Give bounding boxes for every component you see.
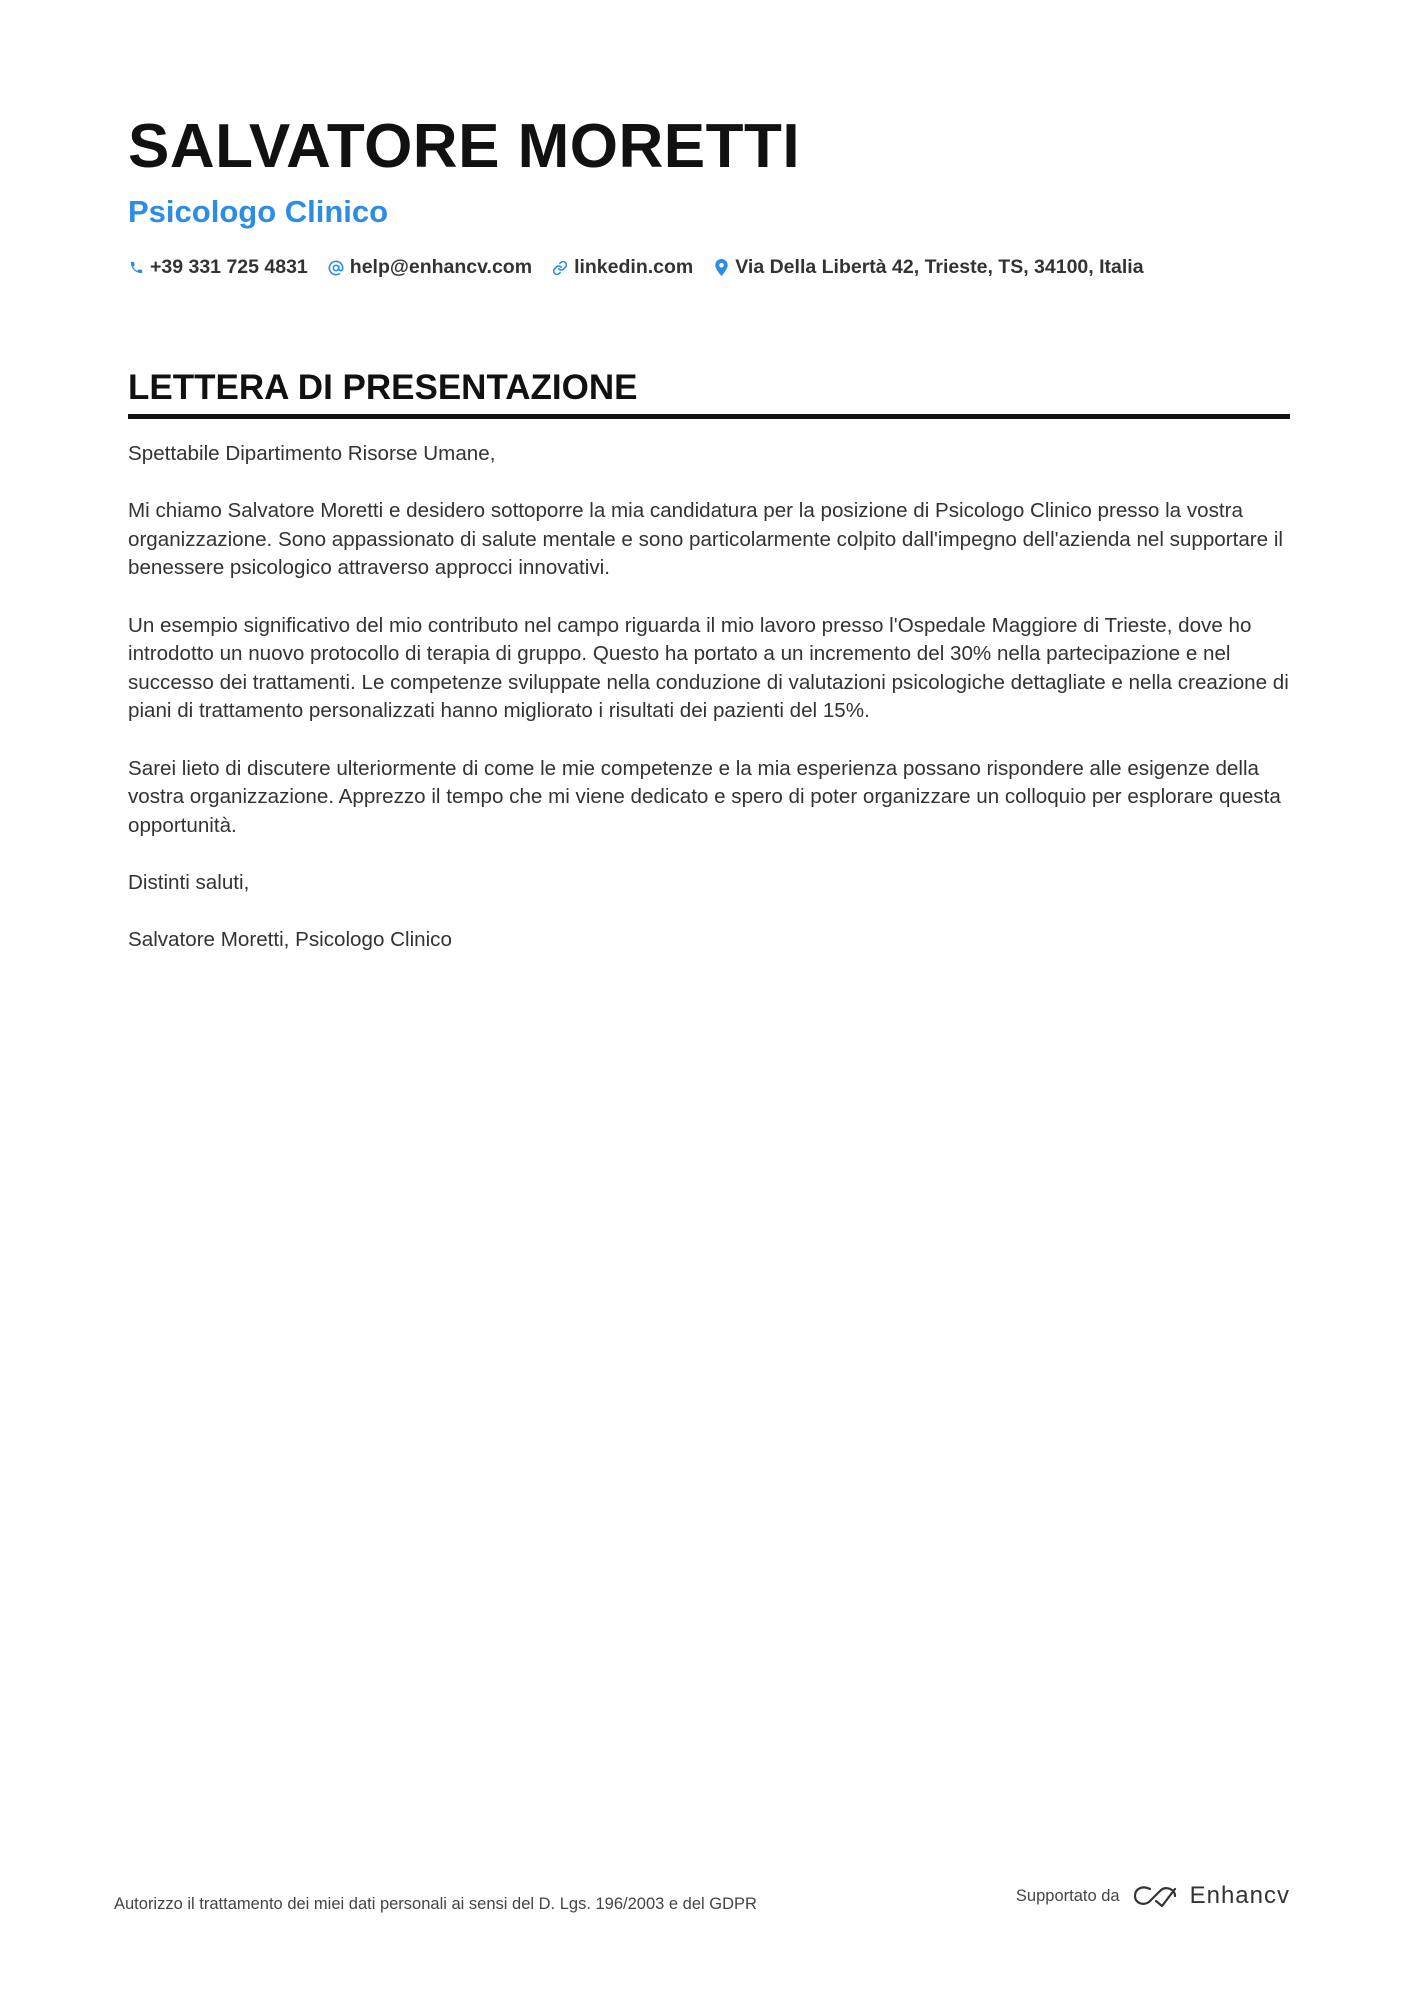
phone-text: +39 331 725 4831 — [150, 256, 308, 278]
letter-signature: Salvatore Moretti, Psicologo Clinico — [128, 928, 452, 952]
letter-greeting: Spettabile Dipartimento Risorse Umane, — [128, 442, 496, 465]
address-text: Via Della Libertà 42, Trieste, TS, 34100, Italia — [735, 256, 1144, 278]
supported-by-text: Supportato da — [1015, 1886, 1120, 1905]
contact-email[interactable] — [328, 256, 532, 279]
letter-paragraph: Mi chiamo Salvatore Moretti e desidero sottoporre la mia candidatura per la posizione di Psicologo Clinico presso la vostra organizzazione. Sono appassionato di salute mentale e sono particolarmente colpito dall'impegno dell'azienda nel supportare il benessere psicologico attraverso approcci innovativi. — [128, 499, 1283, 580]
contact-address — [713, 256, 1143, 279]
footer-consent: Autorizzo il trattamento dei miei dati personali ai sensi del D. Lgs. 196/2003 e del GDPR — [114, 1895, 757, 1913]
header — [128, 108, 1290, 279]
letter-paragraph: Sarei lieto di discutere ulteriormente di come le mie competenze e la mia esperienza possano rispondere alle esigenze della vostra organizzazione. Apprezzo il tempo che mi viene dedicato e spero di poter organizzare un colloquio per esplorare questa opportunità. — [128, 756, 1281, 837]
cover-letter-section — [128, 366, 1290, 419]
footer-branding[interactable] — [1016, 1882, 1290, 1910]
candidate-role: Psicologo Clinico — [128, 194, 389, 229]
map-pin-icon — [713, 259, 729, 277]
email-text[interactable]: help@enhancv.com — [349, 256, 533, 278]
section-title: LETTERA DI PRESENTAZIONE — [128, 368, 638, 407]
at-icon — [328, 259, 344, 277]
candidate-name: SALVATORE MORETTI — [128, 112, 801, 181]
link-text[interactable]: linkedin.com — [574, 256, 694, 278]
phone-icon — [128, 259, 144, 277]
letter-paragraph: Un esempio significativo del mio contributo nel campo riguarda il mio lavoro presso l'Ospedale Maggiore di Trieste, dove ho introdotto un nuovo protocollo di terapia di gruppo. Questo ha portato a un incremento del 30% nella partecipazione e nel successo dei trattamenti. Le competenze sviluppate nella conduzione di valutazioni psicologiche dettagliate e nella creazione di piani di trattamento personalizzati hanno migliorato i risultati dei pazienti del 15%. — [128, 613, 1289, 723]
contact-phone — [128, 256, 308, 279]
contact-link[interactable] — [552, 256, 693, 279]
letter-closing: Distinti saluti, — [128, 870, 250, 894]
contact-bar — [128, 256, 1290, 279]
section-divider — [128, 414, 1290, 419]
enhancv-logo-icon — [1132, 1883, 1178, 1909]
link-icon — [552, 259, 568, 277]
brand-name: Enhancv — [1189, 1882, 1290, 1909]
letter-body — [128, 440, 1290, 983]
